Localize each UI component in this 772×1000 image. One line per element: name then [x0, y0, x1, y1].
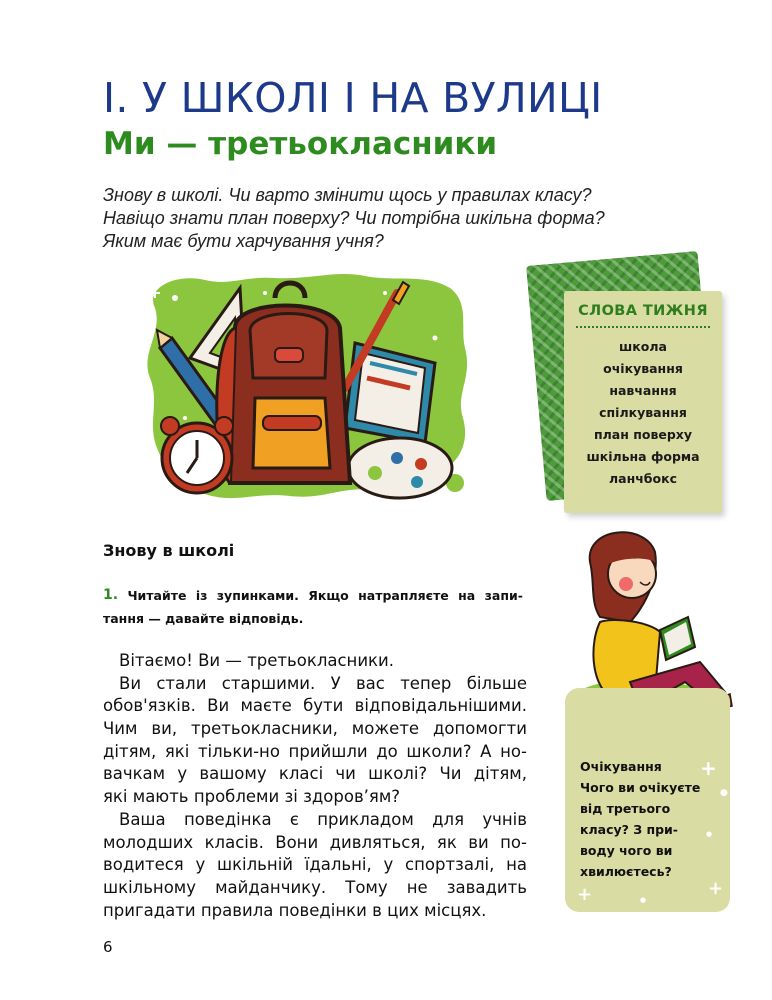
reading-word: Ви — [119, 673, 142, 693]
reading-word: Вони — [275, 832, 319, 852]
sparkle-icon: ● — [706, 830, 713, 838]
reading-word: мають — [132, 787, 189, 807]
sparkle-icon: + — [577, 884, 593, 905]
question-line: класу? З при- — [580, 822, 678, 837]
reading-word: бути — [303, 696, 344, 716]
vocabulary-word: очікування — [603, 361, 683, 376]
reading-line — [103, 877, 527, 900]
vocabulary-word: навчання — [609, 383, 677, 398]
sparkle-icon: ● — [640, 896, 647, 904]
reading-word: цих — [387, 900, 419, 920]
sparkle-icon: + — [700, 756, 717, 780]
vocabulary-title: СЛОВА ТИЖНЯ — [578, 303, 708, 319]
reading-word: прикладом — [317, 809, 414, 829]
reading-word: по- — [500, 832, 527, 852]
reading-word: Тому — [345, 877, 388, 897]
lesson-title: Ми — третьокласники — [103, 126, 498, 162]
reading-word: шкільній — [216, 855, 293, 875]
reading-word: но- — [500, 741, 527, 761]
reading-word: проблеми — [193, 787, 280, 807]
question-line: воду чого ви — [580, 843, 673, 858]
reading-word: третьокласники, — [191, 719, 338, 739]
task-line: тання — давайте відповідь. — [103, 611, 304, 626]
reading-word: які — [164, 741, 190, 761]
sparkle-icon: + — [708, 878, 724, 899]
alarm-clock-icon — [161, 417, 233, 493]
reading-word: старшими. — [221, 673, 316, 693]
reading-word: Чим — [103, 719, 138, 739]
vocabulary-word: план поверху — [594, 427, 692, 442]
question-line: хвилюєтесь? — [580, 864, 672, 879]
reading-word: завадить — [446, 877, 527, 897]
reading-word: можете — [351, 719, 420, 739]
task-line — [103, 584, 523, 607]
reading-word: чи — [335, 764, 356, 784]
question-line: від третього — [580, 801, 671, 816]
reading-word: Чи — [439, 764, 462, 784]
reading-word: майданчику. — [215, 877, 327, 897]
reading-word: Вітаємо! — [119, 651, 193, 670]
reading-word: у — [195, 855, 206, 875]
section-title: Знову в школі — [103, 541, 235, 560]
reading-word: школі? — [368, 764, 428, 784]
vocabulary-word: школа — [619, 339, 667, 354]
vocabulary-word: ланчбокс — [608, 471, 678, 486]
dotted-divider — [576, 326, 710, 328]
vocabulary-card — [564, 291, 722, 513]
reading-word: — — [225, 651, 242, 670]
reading-word: зі — [284, 787, 298, 807]
reading-word: вачкам — [103, 764, 166, 784]
reading-line — [103, 763, 527, 786]
reading-word: в — [372, 900, 382, 920]
reading-line — [103, 854, 527, 877]
reading-line — [103, 673, 527, 696]
reading-word: спортзалі, — [405, 855, 495, 875]
intro-line: Знову в школі. Чи варто змінити щось у правилах класу? — [103, 185, 592, 205]
reading-word: дивляться, — [329, 832, 426, 852]
reading-word: дітям, — [103, 741, 157, 761]
reading-word: у — [177, 764, 188, 784]
intro-line: Навіщо знати план поверху? Чи потрібна шкільна форма? — [103, 208, 605, 228]
reading-word: вашому — [199, 764, 267, 784]
reading-word: їдальні, — [304, 855, 372, 875]
reading-word: поведінки — [278, 900, 367, 920]
reading-word: молодших — [103, 832, 194, 852]
reading-word: є — [289, 809, 299, 829]
reading-word: тепер — [400, 673, 452, 693]
reading-word: до — [376, 741, 398, 761]
reading-word: пригадати — [103, 900, 196, 920]
reading-word: Ви — [207, 696, 230, 716]
question-line: Очікування — [580, 759, 662, 774]
reading-word: відповідальнішими. — [354, 696, 527, 716]
reading-word: прийшли — [288, 741, 368, 761]
reading-word: поведінка — [183, 809, 272, 829]
task-word: зупинками. — [216, 588, 299, 603]
vocabulary-word: спілкування — [599, 405, 687, 420]
paint-palette-icon — [348, 438, 452, 498]
reading-word: маєте — [240, 696, 292, 716]
reading-word: для — [432, 809, 465, 829]
reading-line — [103, 695, 527, 718]
reading-word: тільки-но — [197, 741, 280, 761]
reading-line — [103, 650, 527, 673]
reading-word: дітям, — [473, 764, 527, 784]
reading-word: більше — [466, 673, 527, 693]
reading-line — [103, 741, 527, 764]
reading-word: як — [436, 832, 457, 852]
reading-word: не — [406, 877, 428, 897]
question-text — [580, 756, 720, 882]
reading-word: на — [506, 855, 527, 875]
vocabulary-word: шкільна форма — [586, 449, 700, 464]
reading-word: Ви — [198, 651, 221, 670]
task-number: 1. — [103, 587, 119, 603]
task-word: натрапляєте — [358, 588, 449, 603]
reading-word: допомогти — [433, 719, 527, 739]
reading-word: у — [383, 855, 394, 875]
reading-word: третьокласники. — [247, 651, 394, 670]
reading-word: обов'язків. — [103, 696, 196, 716]
reading-word: У — [330, 673, 341, 693]
reading-line — [103, 809, 527, 832]
task-word: запи- — [484, 588, 523, 603]
reading-word: класі — [278, 764, 324, 784]
reading-word: вас — [355, 673, 385, 693]
reading-word: ви, — [151, 719, 178, 739]
task-instruction — [103, 584, 523, 630]
reading-line — [103, 718, 527, 741]
sparkle-icon: ● — [720, 788, 728, 798]
reading-text — [103, 650, 527, 922]
reading-word: учнів — [482, 809, 527, 829]
intro-line: Яким має бути харчування учня? — [103, 231, 384, 251]
chapter-title: І. У ШКОЛІ І НА ВУЛИЦІ — [103, 74, 603, 122]
reading-line — [103, 786, 527, 809]
school-supplies-illustration — [135, 268, 475, 518]
reading-line — [103, 832, 527, 855]
reading-word: які — [103, 787, 128, 807]
reading-word: А — [480, 741, 492, 761]
reading-word: здоров’ям? — [303, 787, 401, 807]
task-word: на — [458, 588, 476, 603]
reading-line — [103, 900, 527, 923]
reading-word: місцях. — [424, 900, 487, 920]
intro-questions — [103, 184, 643, 253]
vocabulary-list — [564, 336, 722, 490]
question-line: Чого ви очікуєте — [580, 780, 701, 795]
reading-word: класів. — [204, 832, 264, 852]
reading-word: стали — [156, 673, 207, 693]
reading-word: ви — [468, 832, 489, 852]
reading-word: водитеся — [103, 855, 184, 875]
reading-word: школи? — [406, 741, 472, 761]
reading-word: Ваша — [119, 809, 166, 829]
task-word: Якщо — [308, 588, 349, 603]
page-number: 6 — [103, 938, 113, 956]
reading-word: правила — [200, 900, 274, 920]
reading-word: шкільному — [103, 877, 197, 897]
task-word: Читайте — [127, 588, 187, 603]
task-word: із — [195, 588, 208, 603]
